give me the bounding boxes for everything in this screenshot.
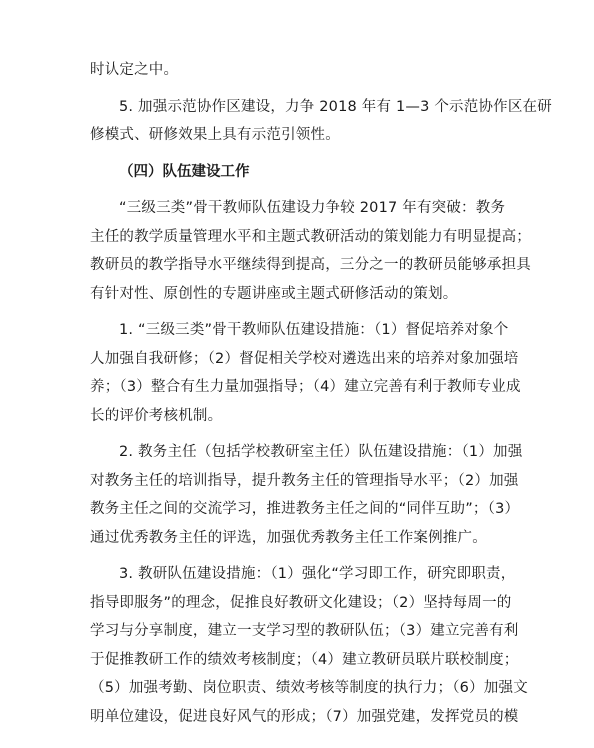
text-line: 5. 加强示范协作区建设，力争 2018 年有 1—3 个示范协作区在研 (119, 98, 552, 115)
text-line: 指导即服务”的理念，促推良好教研文化建设；（2）坚持每周一的 (90, 594, 512, 611)
text-line: “三级三类”骨干教师队伍建设力争较 2017 年有突破：教务 (119, 200, 506, 216)
text-line: 2. 教务主任（包括学校教研室主任）队伍建设措施：（1）加强 (119, 444, 523, 460)
paragraph-overview (90, 194, 531, 308)
text-line: 养；（3）整合有生力量加强指导；（4）建立完善有利于教师专业成 (90, 379, 521, 395)
section-heading: （四）队伍建设工作 (119, 163, 250, 180)
text-line: 有针对性、原创性的专题讲座或主题式研修活动的策划。 (90, 285, 458, 302)
paragraph-measure-2 (90, 438, 523, 552)
text-line: 长的评价考核机制。 (90, 407, 223, 424)
text-line: 明单位建设，促进良好风气的形成；（7）加强党建，发挥党员的模 (90, 708, 519, 725)
text-line: 主任的教学质量管理水平和主题式教研活动的策划能力有明显提高； (90, 228, 531, 245)
text-line: 教研员的教学指导水平继续得到提高，三分之一的教研员能够承担具 (90, 257, 531, 273)
paragraph-measure-3 (90, 560, 528, 731)
text-line: 学习与分享制度，建立一支学习型的教研队伍；（3）建立完善有利 (90, 623, 519, 639)
text-line: 通过优秀教务主任的评选，加强优秀教务主任工作案例推广。 (90, 529, 487, 546)
text-line: 3. 教研队伍建设措施：（1）强化“学习即工作，研究即职责， (119, 566, 516, 582)
text-line: 1. “三级三类”骨干教师队伍建设措施：（1）督促培养对象个 (119, 322, 509, 338)
text-line: 于促推教研工作的绩效考核制度；（4）建立教研员联片联校制度； (90, 651, 519, 668)
paragraph-measure-1 (90, 316, 521, 430)
paragraph-item-5 (90, 93, 552, 150)
text-line: 对教务主任的培训指导，提升教务主任的管理指导水平；（2）加强 (90, 472, 519, 489)
text-line: 人加强自我研修；（2）督促相关学校对遴选出来的培养对象加强培 (90, 350, 519, 367)
text-line: 教务主任之间的交流学习，推进教务主任之间的“同伴互助”；（3） (90, 501, 520, 517)
text-line: 时认定之中。 (90, 62, 179, 78)
document-body (90, 56, 552, 739)
paragraph-continuation (90, 56, 514, 85)
text-line: 修模式、研修效果上具有示范引领性。 (90, 127, 340, 143)
text-line: （5）加强考勤、岗位职责、绩效考核等制度的执行力；（6）加强文 (90, 680, 528, 696)
